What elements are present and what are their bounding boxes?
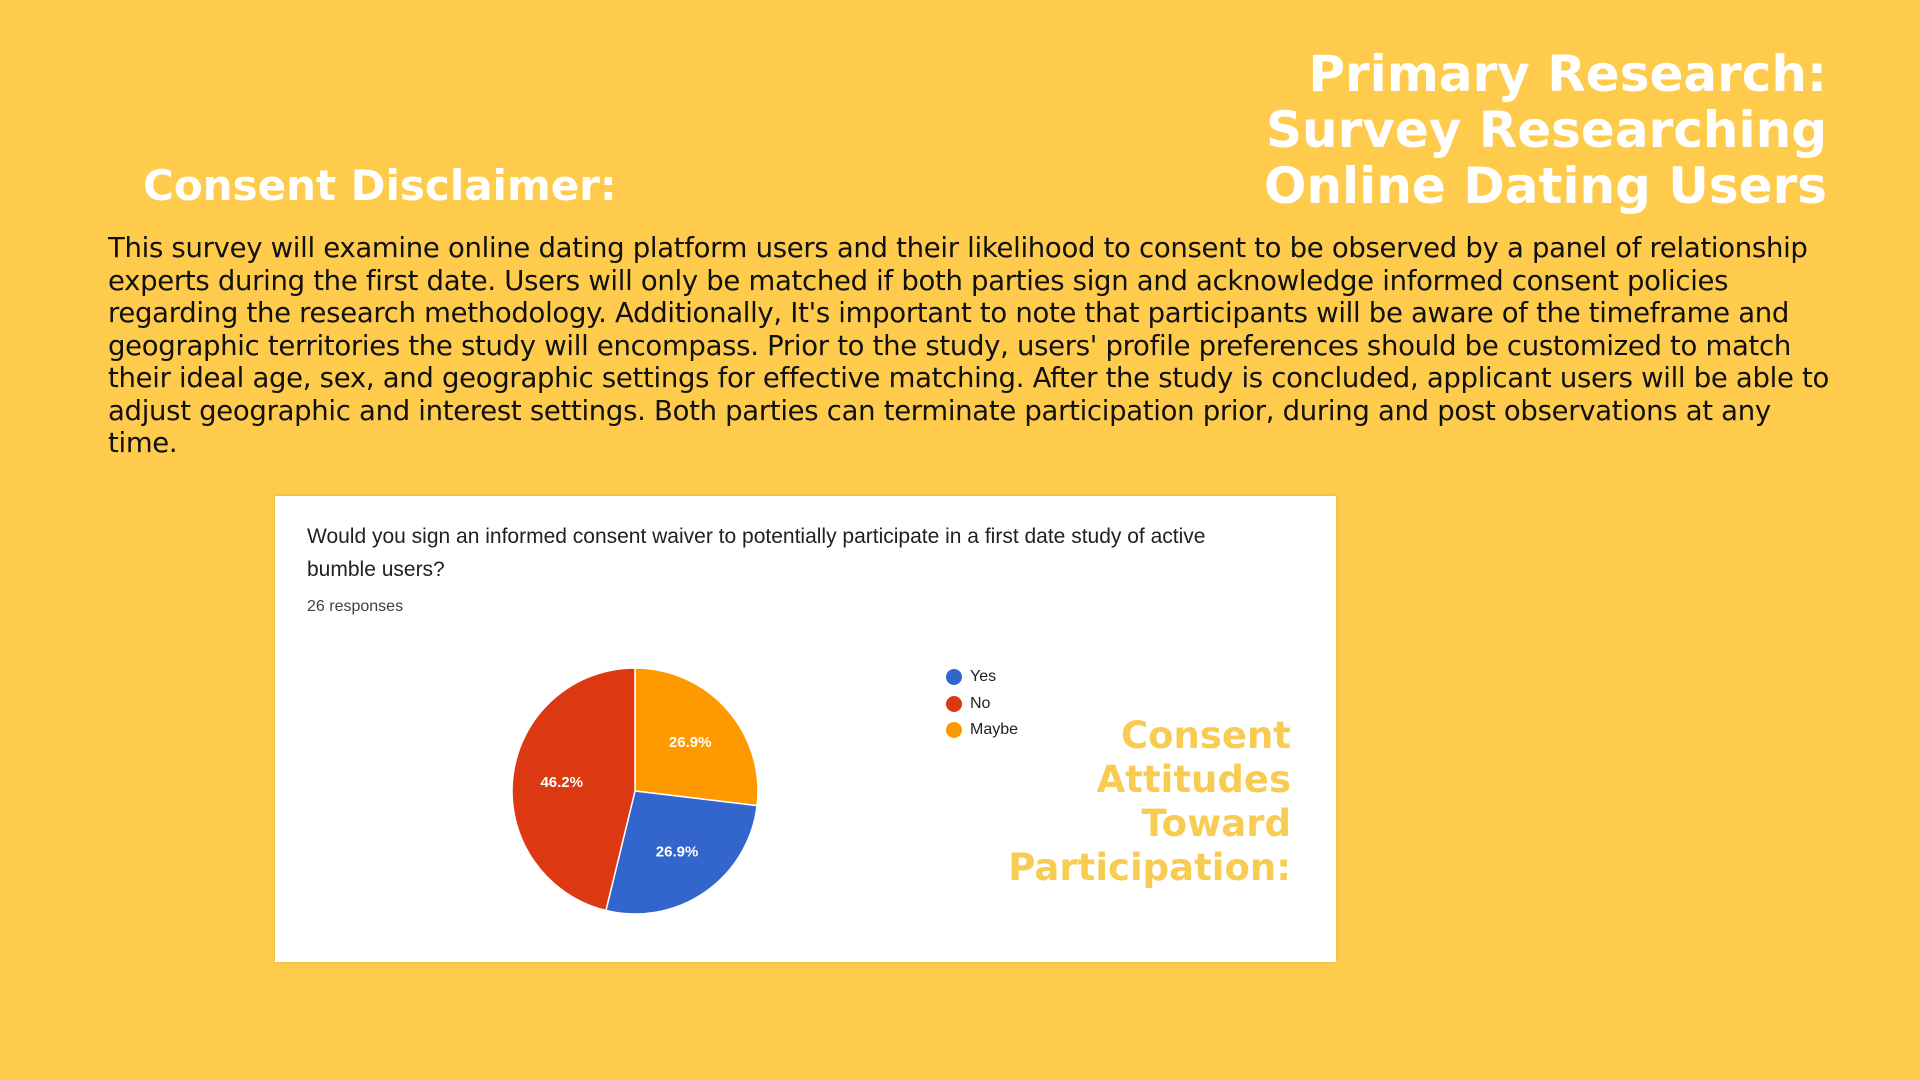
survey-question: Would you sign an informed consent waiver to potentially participate in a first date study of active bumble users? <box>307 525 1206 581</box>
legend-swatch-yes <box>946 669 962 685</box>
pie-label-maybe: 26.9% <box>668 734 712 752</box>
legend-label-no: No <box>970 694 991 712</box>
consent-attitudes-line-1: Consent <box>1120 714 1291 757</box>
pie-label-yes: 26.9% <box>655 843 699 861</box>
consent-attitudes-line-4: Participation: <box>1008 846 1291 889</box>
survey-results-card <box>275 496 1336 962</box>
slide-title-line-2: Survey Researching <box>1265 101 1827 159</box>
legend-label-maybe: Maybe <box>970 721 1019 739</box>
legend-swatch-maybe <box>946 722 962 738</box>
pie-label-no: 46.2% <box>540 774 583 792</box>
legend-item-yes <box>946 664 1018 691</box>
slide-title-line-3: Online Dating Users <box>1263 157 1827 215</box>
legend-label-yes: Yes <box>970 668 997 686</box>
consent-attitudes-line-2: Attitudes <box>1096 758 1291 801</box>
slide-title <box>1127 46 1827 214</box>
consent-disclaimer-text: This survey will examine online dating platform users and their likelihood to consent to be observed by a panel of relationship experts during the first date. Users will only be matched if both parties sign and acknowledge informed consent policies regarding the research methodology. Additionally, It's important to note that participants will be aware of the timeframe and geographic territories the study will encompass. Prior to the study, users' profile preferences should be customized to match their ideal age, sex, and geographic settings for effective matching. After the study is concluded, applicant users will be able to adjust geographic and interest settings. Both parties can terminate participation prior, during and post observations at any time. <box>108 232 1830 459</box>
legend-swatch-no <box>946 696 962 712</box>
response-count: 26 responses <box>307 598 404 615</box>
slide-title-line-1: Primary Research: <box>1308 45 1827 103</box>
consent-attitudes-label <box>961 714 1291 890</box>
consent-attitudes-line-3: Toward <box>1141 802 1291 845</box>
consent-disclaimer-heading: Consent Disclaimer: <box>143 161 617 210</box>
